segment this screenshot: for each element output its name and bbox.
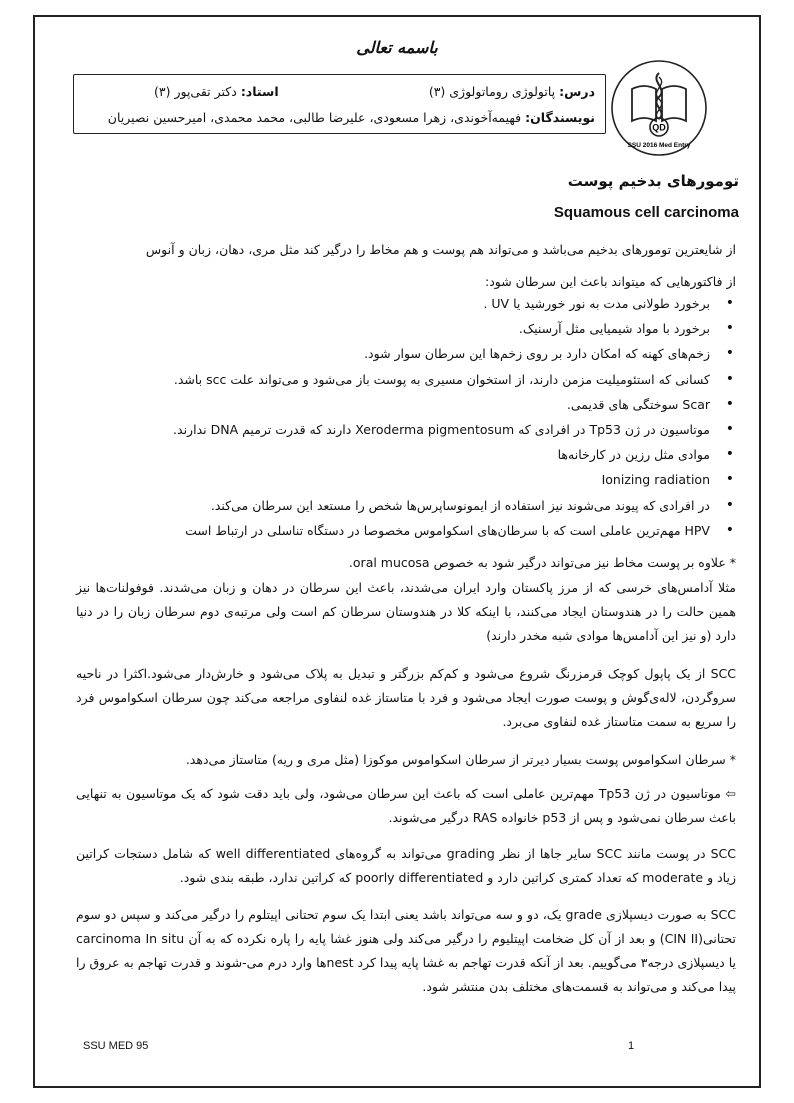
list-item: • زخم‌های کهنه که امکان دارد بر روی زخم‌ها این سرطان سوار شود.: [90, 341, 710, 366]
paragraph-examples: مثلا آدامس‌های خرسی که از مرز پاکستان وارد ایران می‌شدند، باعث این سرطان در دهان و زبان می‌شدند. فوفولنات‌ها نیز همین حالت را در هندوستان ایجاد می‌کنند، با اینکه کلا در هندوستان سرطان کم است ولی مرتبه‌ی دوم سرطان زبان را در دنیا دارد (و نیز این آدامس‌ها موادی شبه مخدر دارند): [76, 580, 736, 643]
paragraph-grading: SCC در پوست مانند SCC سایر جاها از نظر grading می‌تواند به گروه‌های well differentiated که شامل دستجات کراتین زیاد و moderate که تعداد کمتری کراتین دارد و poorly differentiated که کراتین ندارد، طبقه بندی شود.: [76, 846, 736, 885]
risk-factor-list: [90, 291, 736, 543]
authors-value: فهیمه‌آخوندی، زهرا مسعودی، علیرضا طالبی، محمد محمدی، امیرحسین نصیریان: [107, 110, 522, 125]
course-info-box: [73, 74, 606, 134]
section-title: تومورهای بدخیم پوست: [567, 172, 739, 190]
paragraph-mucosa: * علاوه بر پوست مخاط نیز می‌تواند درگیر شود به خصوص oral mucosa.: [348, 555, 736, 570]
course-label: درس:: [559, 84, 595, 99]
authors-row: [84, 110, 595, 125]
logo-monogram: QD: [652, 122, 666, 133]
authors-label: نویسندگان:: [525, 110, 595, 125]
basmala: باسمه تعالی: [356, 38, 438, 57]
intro-paragraph: از شایعترین تومورهای بدخیم می‌باشد و می‌تواند هم پوست و هم مخاط را درگیر کند مثل مری، دهان، زبان و آنوس: [145, 242, 736, 257]
footer-label: SSU MED 95: [83, 1040, 149, 1052]
course-row: [84, 84, 595, 99]
paragraph-dysplasia: SCC به صورت دیسپلازی grade یک، دو و سه می‌تواند باشد یعنی ابتدا یک سوم تحتانی اپیتلوم را درگیر می‌کند و سپس دو سوم تحتانی(CIN II) و بعد از آن کل ضخامت اپیتلیوم را درگیر می‌کند ولی هنوز غشا پایه را پاره نکرده که به آن carcinoma In situ یا دیسپلازی درجه۳ می‌گوییم. بعد از آنکه قدرت تهاجم به غشا پایه پیدا کرد nestها وارد درم می-شوند و قدرت تهاجم به عروق را پیدا می‌کند و می‌تواند به قسمت‌های مختلف بدن منتشر شود.: [76, 907, 737, 994]
teacher-value: دکتر تقی‌پور (۳): [154, 84, 237, 99]
logo-caption: SSU 2016 Med Entry: [627, 142, 691, 149]
list-item: • Scar سوختگی های قدیمی.: [90, 392, 710, 417]
paragraph-presentation: SCC از یک پاپول کوچک قرمزرنگ شروع می‌شود و کم‌کم بزرگتر و تبدیل به پلاک می‌شود و خارش‌دار می‌شود.اکثرا در ناحیه سروگردن، لاله‌ی‌گوش و پوست صورت ایجاد می‌شود و فرد با متاستاز غده لنفاوی مراجعه می‌کند چون سرطان اسکواموس فرد را سریع به سمت متاستاز غده لنفاوی می‌برد.: [76, 666, 736, 729]
section-title-en: Squamous cell carcinoma: [553, 204, 739, 221]
list-item: • Ionizing radiation: [90, 467, 710, 492]
list-item: • موتاسیون در ژن Tp53 در افرادی که Xeroderma pigmentosum دارند که قدرت ترمیم DNA ندارند.: [90, 417, 710, 442]
university-logo: [610, 59, 708, 157]
list-item: • موادی مثل رزین در کارخانه‌ها: [90, 442, 710, 467]
factors-intro: از فاکتورهایی که میتواند باعث این سرطان شود:: [485, 274, 736, 289]
course-value: پاتولوژی روماتولوژی (۳): [428, 84, 556, 99]
paragraph-tp53: ⇦ موتاسیون در ژن Tp53 مهم‌ترین عاملی است که باعث این سرطان می‌شود، ولی باید دقت شود که یک موتاسیون به تنهایی باعث سرطان نمی‌شود و پس از p53 خانواده RAS درگیر می‌شوند.: [76, 786, 736, 825]
list-item: • کسانی که استئومیلیت مزمن دارند، از استخوان مسیری به پوست باز می‌شود و می‌تواند علت scc باشد.: [90, 367, 710, 392]
teacher-field: [154, 84, 279, 99]
list-item: • در افرادی که پیوند می‌شوند نیز استفاده از ایمونوساپرس‌ها شخص را مستعد این سرطان می‌کند.: [90, 493, 710, 518]
course-field: [429, 84, 595, 99]
list-item: • HPV مهم‌ترین عاملی است که با سرطان‌های اسکواموس مخصوصا در دستگاه تناسلی در ارتباط است: [90, 518, 710, 543]
list-item: • برخورد طولانی مدت به نور خورشید یا UV .: [90, 291, 710, 316]
list-item: • برخورد با مواد شیمیایی مثل آرسنیک.: [90, 316, 710, 341]
paragraph-metastasis: * سرطان اسکواموس پوست بسیار دیرتر از سرطان اسکواموس موکوزا (مثل مری و ریه) متاستاز می‌دهد.: [185, 752, 736, 767]
page-number: 1: [628, 1040, 635, 1052]
teacher-label: استاد:: [240, 84, 279, 99]
